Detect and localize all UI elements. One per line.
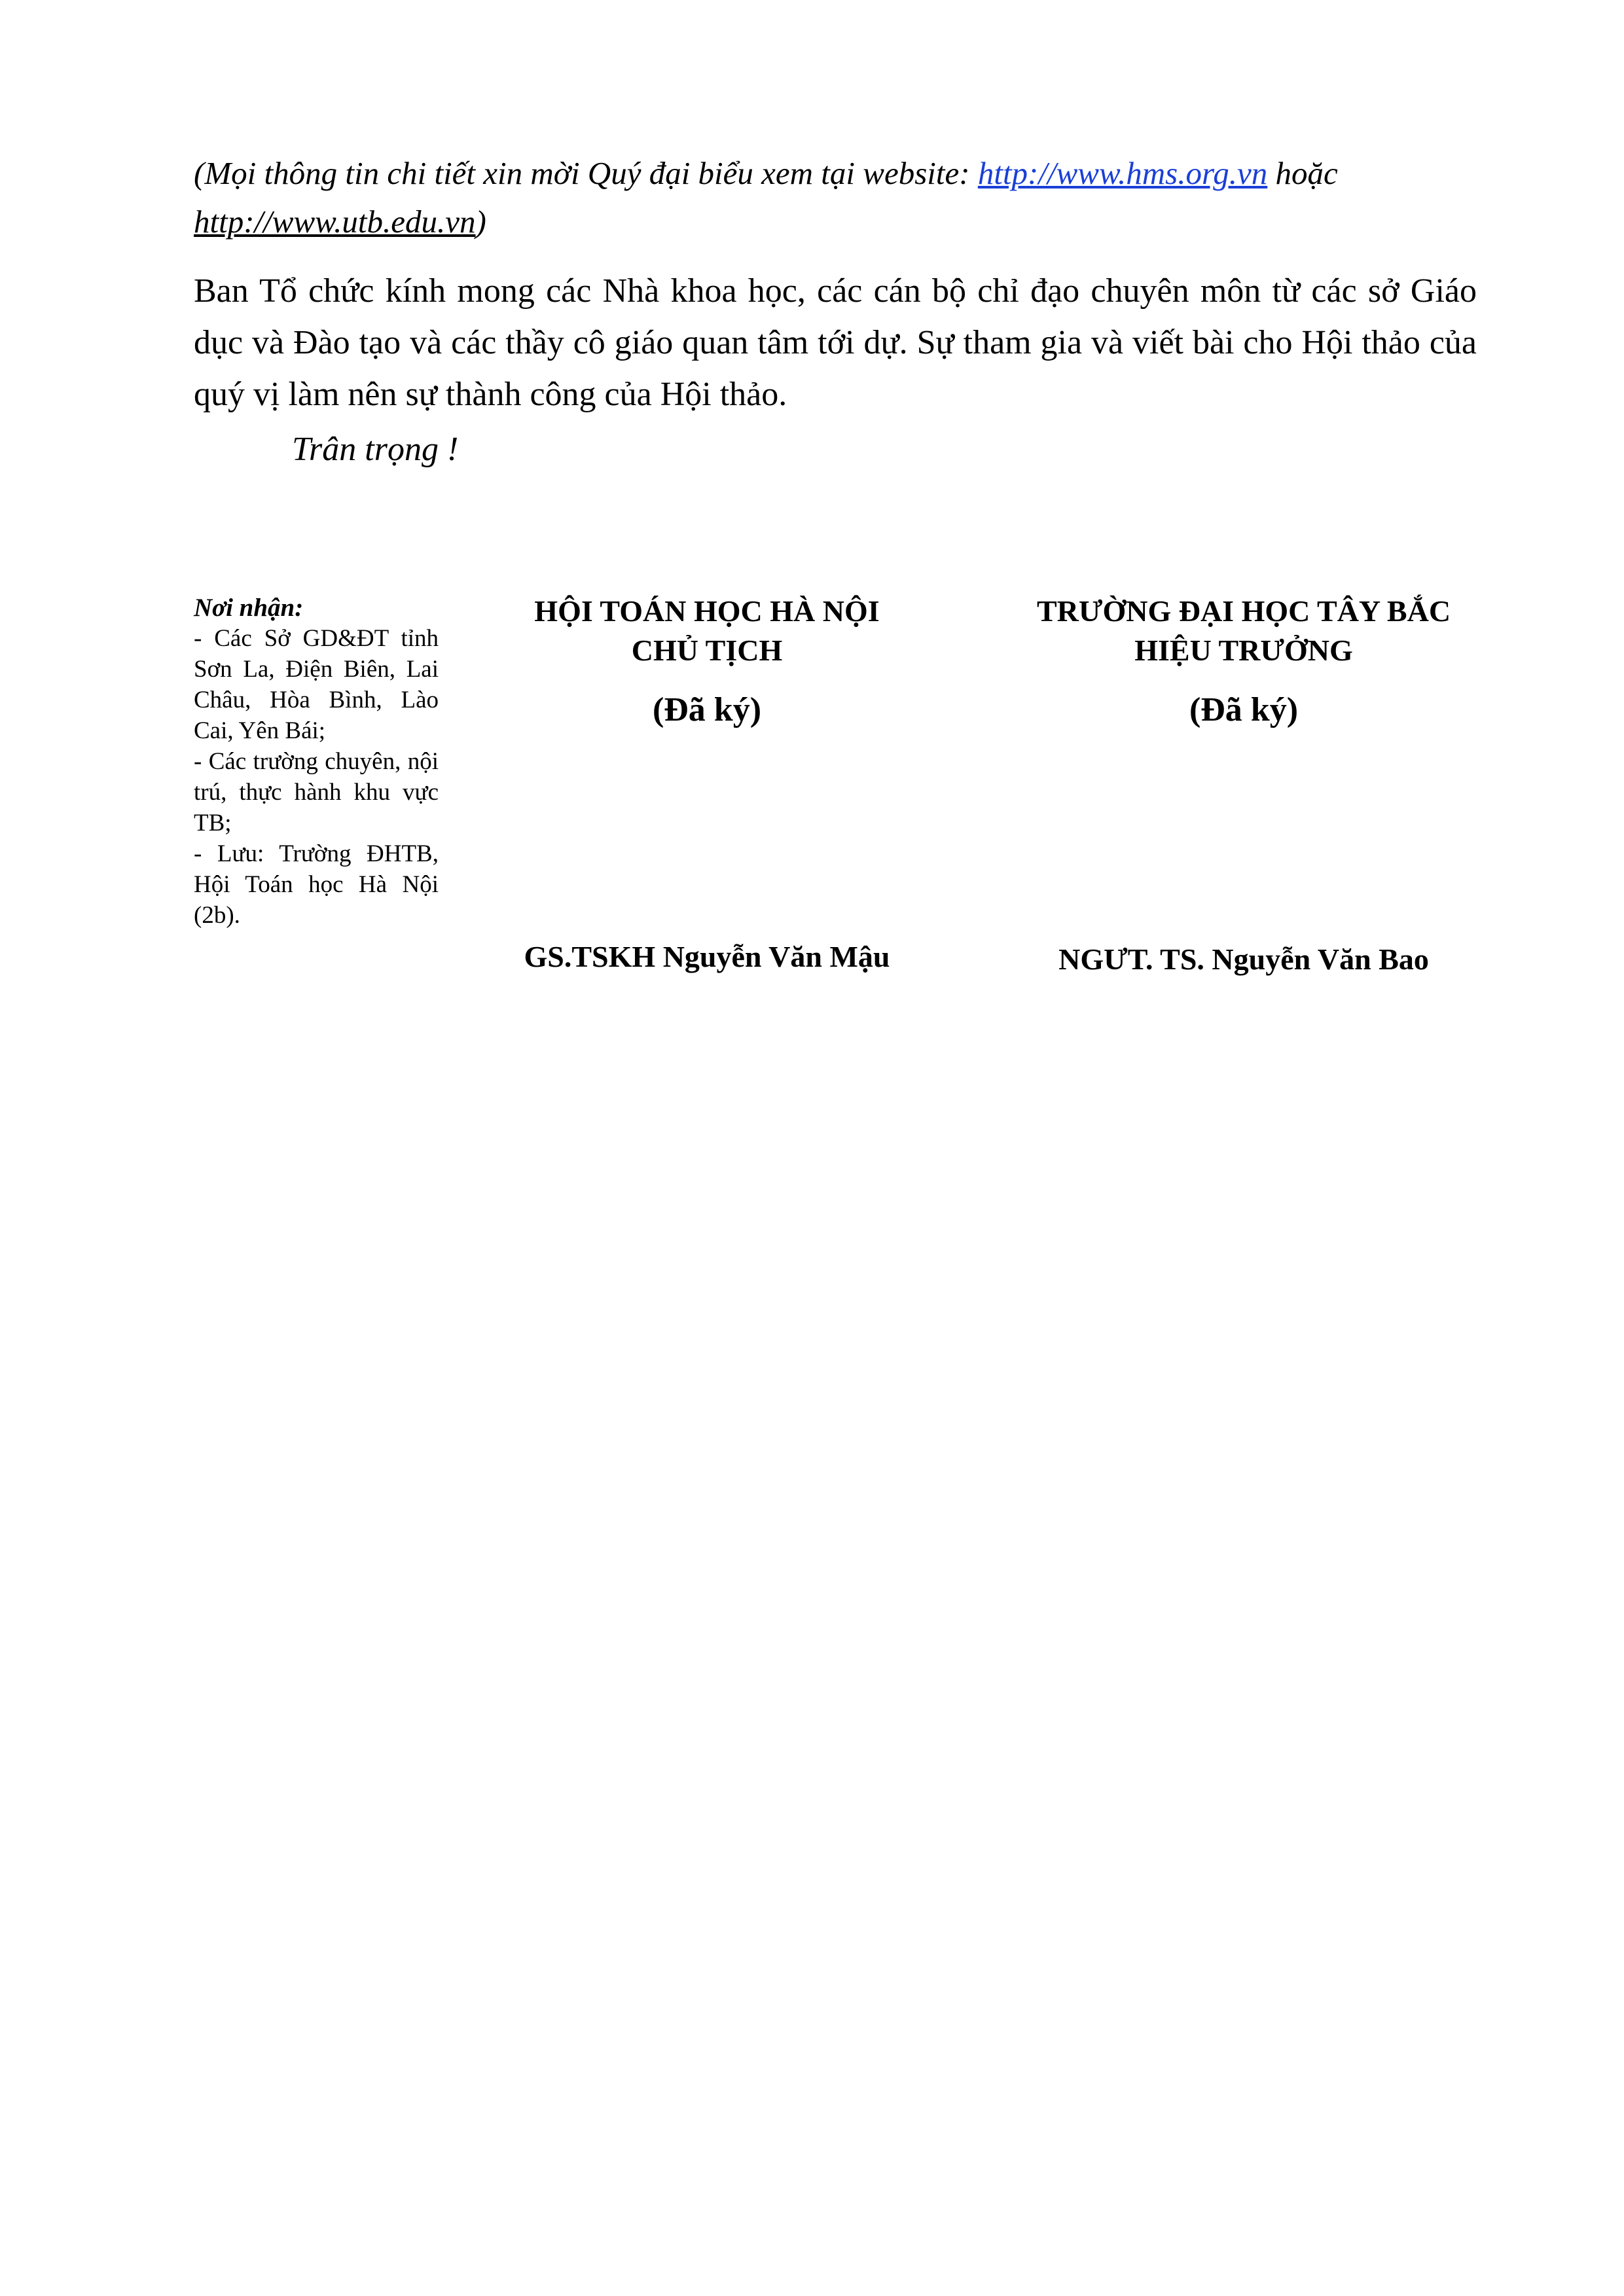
hms-website-link[interactable]: http://www.hms.org.vn	[977, 155, 1268, 191]
website-info-note	[194, 149, 1477, 246]
signature-block-hms	[484, 592, 929, 984]
recipients-heading: Nơi nhận:	[194, 594, 304, 622]
intro-paragraph: Ban Tổ chức kính mong các Nhà khoa học, các cán bộ chỉ đạo chuyên môn từ các sở Giáo dục và Đào tạo và các thầy cô giáo quan tâm tới dự. Sự tham gia và viết bài cho Hội thảo của quý vị làm nên sự thành công của Hội thảo.	[194, 272, 1477, 413]
utb-website-link[interactable]: http://www.utb.edu.vn	[194, 204, 476, 240]
signatory-name: NGƯT. TS. Nguyễn Văn Bao	[1058, 942, 1429, 976]
recipients-block	[194, 592, 439, 931]
info-note-prefix: (Mọi thông tin chi tiết xin mời Quý đại biểu xem tại website:	[194, 155, 978, 191]
signature-block-utb	[995, 592, 1492, 984]
signature-role: HIỆU TRƯỞNG	[1134, 634, 1353, 667]
info-note-middle: hoặc	[1267, 155, 1338, 191]
signature-organization: HỘI TOÁN HỌC HÀ NỘI	[534, 594, 880, 628]
signature-signed-note: (Đã ký)	[652, 691, 762, 728]
recipient-item: - Các trường chuyên, nội trú, thực hành khu vực TB;	[194, 748, 439, 836]
recipient-item: - Lưu: Trường ĐHTB, Hội Toán học Hà Nội (2b).	[194, 840, 439, 929]
closing-regards: Trân trọng !	[292, 431, 459, 468]
signatory-name: GS.TSKH Nguyễn Văn Mậu	[524, 940, 890, 973]
signature-signed-note: (Đã ký)	[1189, 691, 1299, 728]
signature-organization: TRƯỜNG ĐẠI HỌC TÂY BẮC	[1036, 594, 1451, 628]
recipient-item: - Các Sở GD&ĐT tỉnh Sơn La, Điện Biên, Lai Châu, Hòa Bình, Lào Cai, Yên Bái;	[194, 625, 439, 744]
signature-role: CHỦ TỊCH	[631, 634, 783, 667]
info-note-suffix: )	[475, 204, 486, 240]
